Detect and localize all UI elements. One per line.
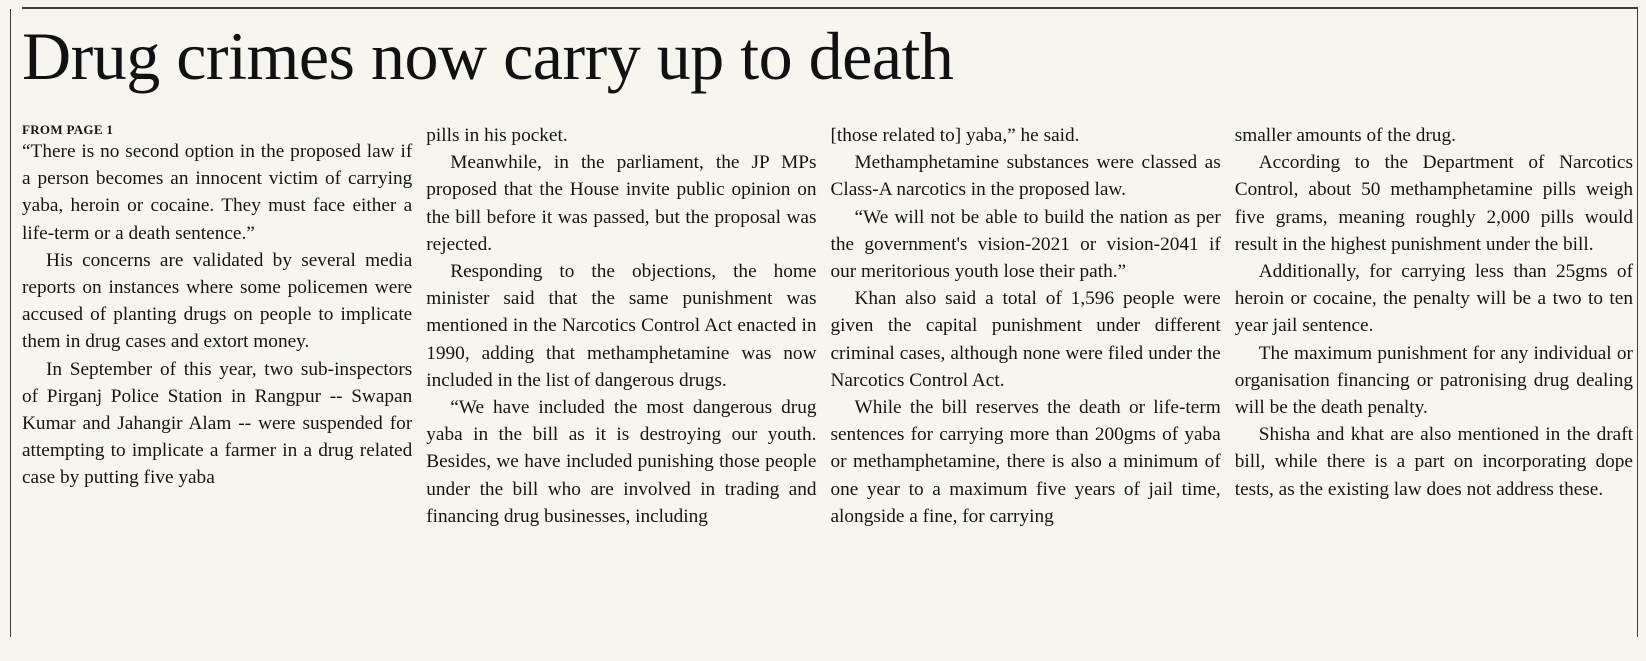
paragraph: In September of this year, two sub-inspectors of Pirganj Police Station in Rangpur -- Swapan Kumar and Jahangir Alam -- were suspended for attempting to implicate a farmer in a drug related case by putting five yaba	[22, 358, 413, 489]
left-column-rule	[10, 9, 11, 637]
kicker: FROM PAGE 1	[22, 122, 114, 137]
top-rule	[22, 7, 1638, 9]
paragraph-continued: smaller amounts of the drug.	[1234, 125, 1456, 146]
paragraph-continued: [those related to] yaba,” he said.	[830, 125, 1080, 146]
paragraph: “We have included the most dangerous drug yaba in the bill as it is destroying our youth. Besides, we have included punishing those people under the bill who are involved in trading and financing drug businesses, including	[426, 397, 817, 527]
paragraph: Khan also said a total of 1,596 people were given the capital punishment under different criminal cases, although none were filed under the Narcotics Control Act.	[830, 288, 1221, 391]
paragraph: According to the Department of Narcotics Control, about 50 methamphetamine pills weigh five grams, meaning roughly 2,000 pills would result in the highest punishment under the bill.	[1234, 152, 1633, 255]
paragraph: Meanwhile, in the parliament, the JP MPs proposed that the House invite public opinion on the bill before it was passed, but the proposal was rejected.	[426, 152, 817, 255]
paragraph: Methamphetamine substances were classed as Class-A narcotics in the proposed law.	[830, 152, 1221, 201]
column-3	[831, 122, 1235, 632]
paragraph: His concerns are validated by several media reports on instances where some policemen were accused of planting drugs on people to implicate them in drug cases and extort money.	[22, 249, 413, 353]
paragraph: Shisha and khat are also mentioned in the draft bill, while there is a part on incorporating dope tests, as the existing law does not address these.	[1234, 424, 1633, 500]
paragraph: The maximum punishment for any individual or organisation financing or patronising drug dealing will be the death penalty.	[1234, 342, 1633, 419]
paragraph: Responding to the objections, the home minister said that the same punishment was mentioned in the Narcotics Control Act enacted in 1990, adding that methamphetamine was now included in the list of dangerous drugs.	[426, 261, 817, 391]
headline: Drug crimes now carry up to death	[22, 18, 954, 94]
article-body	[22, 122, 1639, 632]
column-4	[1235, 122, 1639, 632]
column-1	[22, 122, 426, 632]
column-2	[426, 122, 830, 632]
paragraph: “There is no second option in the proposed law if a person becomes an innocent victim of carrying yaba, heroin or cocaine. They must face either a life-term or a death sentence.”	[22, 141, 413, 244]
paragraph: “We will not be able to build the nation as per the government's vision-2021 or vision-2041 if our meritorious youth lose their path.”	[830, 206, 1221, 283]
paragraph: While the bill reserves the death or life-term sentences for carrying more than 200gms of yaba or methamphetamine, there is also a minimum of one year to a maximum five years of jail time, alongside a fine, for carrying	[830, 397, 1221, 527]
paragraph: Additionally, for carrying less than 25gms of heroin or cocaine, the penalty will be a two to ten year jail sentence.	[1234, 261, 1633, 337]
paragraph-continued: pills in his pocket.	[426, 125, 568, 146]
